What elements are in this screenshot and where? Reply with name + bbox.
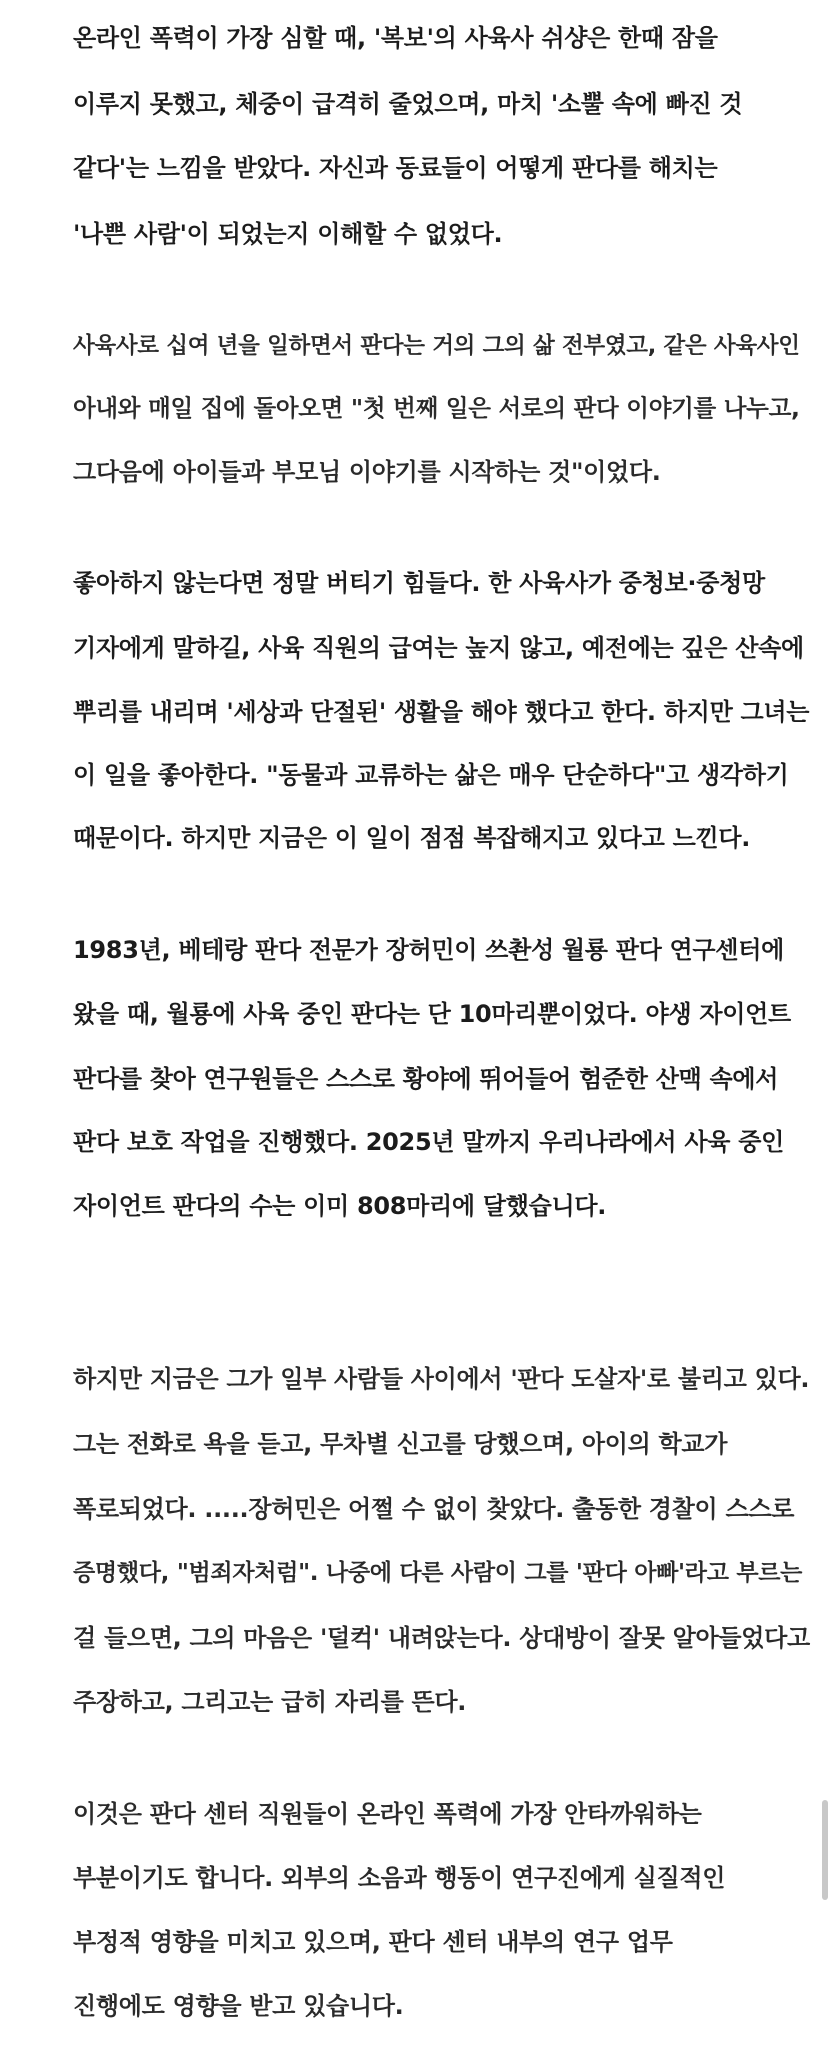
text-line: 1983년, 베테랑 판다 전문가 장허민이 쓰촨성 월룡 판다 연구센터에 (73, 936, 784, 964)
text-line: '나쁜 사람'이 되었는지 이해할 수 없었다. (73, 220, 503, 248)
text-line: 온라인 폭력이 가장 심할 때, '복보'의 사육사 쉬샹은 한때 잠을 (73, 24, 718, 52)
text-line: 걸 들으면, 그의 마음은 '덜컥' 내려앉는다. 상대방이 잘못 알아들었다고 (73, 1624, 810, 1652)
text-line: 아내와 매일 집에 돌아오면 "첫 번째 일은 서로의 판다 이야기를 나누고, (73, 394, 800, 422)
scrollbar-thumb[interactable] (822, 1800, 828, 1900)
text-line: 그다음에 아이들과 부모님 이야기를 시작하는 것"이었다. (73, 458, 661, 486)
text-line: 이 일을 좋아한다. "동물과 교류하는 삶은 매우 단순하다"고 생각하기 (73, 761, 789, 789)
text-line: 판다를 찾아 연구원들은 스스로 황야에 뛰어들어 험준한 산맥 속에서 (73, 1065, 779, 1093)
text-line: 판다 보호 작업을 진행했다. 2025년 말까지 우리나라에서 사육 중인 (73, 1128, 784, 1156)
text-line: 사육사로 십여 년을 일하면서 판다는 거의 그의 삶 전부였고, 같은 사육사인 (73, 333, 800, 359)
text-line: 하지만 지금은 그가 일부 사람들 사이에서 '판다 도살자'로 불리고 있다. (73, 1365, 810, 1393)
text-line: 기자에게 말하길, 사육 직원의 급여는 높지 않고, 예전에는 깊은 산속에 (73, 634, 804, 662)
text-line: 주장하고, 그리고는 급히 자리를 뜬다. (73, 1688, 467, 1716)
text-line: 폭로되었다. .....장허민은 어쩔 수 없이 찾았다. 출동한 경찰이 스스로 (73, 1495, 795, 1523)
text-line: 같다'는 느낌을 받았다. 자신과 동료들이 어떻게 판다를 해치는 (73, 154, 718, 182)
text-line: 이루지 못했고, 체중이 급격히 줄었으며, 마치 '소뿔 속에 빠진 것 (73, 90, 743, 118)
text-line: 왔을 때, 월룡에 사육 중인 판다는 단 10마리뿐이었다. 야생 자이언트 (73, 1000, 791, 1028)
text-line: 때문이다. 하지만 지금은 이 일이 점점 복잡해지고 있다고 느낀다. (73, 824, 751, 852)
text-line: 그는 전화로 욕을 듣고, 무차별 신고를 당했으며, 아이의 학교가 (73, 1430, 728, 1458)
text-line: 뿌리를 내리며 '세상과 단절된' 생활을 해야 했다고 한다. 하지만 그녀는 (73, 698, 810, 726)
text-line: 좋아하지 않는다면 정말 버티기 힘들다. 한 사육사가 중청보·중청망 (73, 569, 765, 597)
text-line: 진행에도 영향을 받고 있습니다. (73, 1992, 404, 2020)
text-line: 부정적 영향을 미치고 있으며, 판다 센터 내부의 연구 업무 (73, 1928, 673, 1956)
text-line: 자이언트 판다의 수는 이미 808마리에 달했습니다. (73, 1192, 607, 1220)
text-line: 증명했다, "범죄자처럼". 나중에 다른 사람이 그를 '판다 아빠'라고 부르는 (73, 1560, 803, 1586)
text-line: 부분이기도 합니다. 외부의 소음과 행동이 연구진에게 실질적인 (73, 1864, 726, 1892)
text-line: 이것은 판다 센터 직원들이 온라인 폭력에 가장 안타까워하는 (73, 1800, 702, 1828)
